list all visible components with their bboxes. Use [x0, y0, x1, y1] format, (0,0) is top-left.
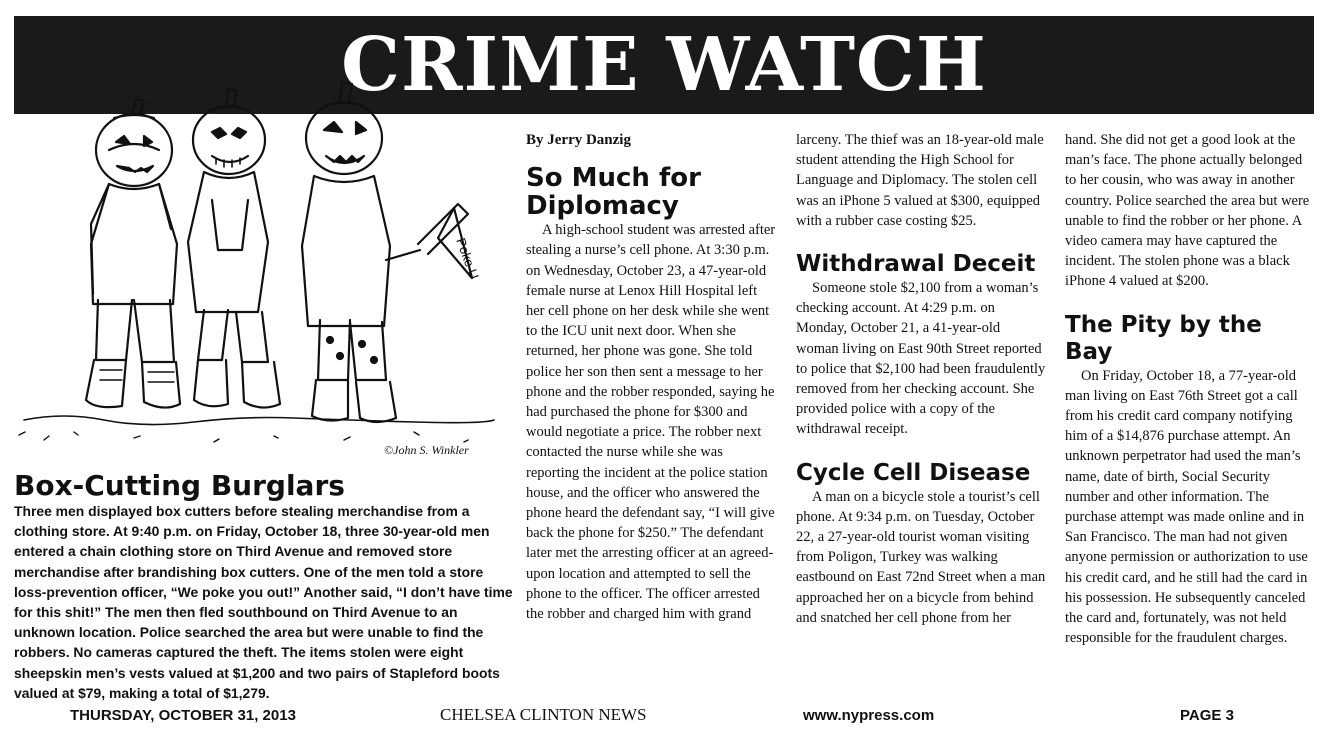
lead-body: Three men displayed box cutters before stealing merchandise from a clothing store. At 9:40 p.m. on Friday, October 18, three 30-year-old men entered a chain clothing store on Third Avenue and removed store merchandise after brandishing box cutters. One of the men told a store loss-prevention officer, “We poke you out!” Another said, “I don’t have time for this shit!” The men then fled southbound on Third Avenue to an unknown location. Police searched the area but were unable to find the robbers. No cameras captured the theft. The items stolen were eight sheepskin men’s vests valued at $1,200 and two pairs of Stapleford boots valued at $79, making a total of $1,279. — [14, 503, 513, 701]
body-withdrawal: Someone stole $2,100 from a woman’s checking account. At 4:29 p.m. on Monday, October 21, a 41-year-old woman living on East 90th Street reported to police that $2,100 had been fraudulently removed from her checking account. She provided police with a copy of the withdrawal receipt. — [796, 280, 1046, 438]
flag-text: Poke U — [453, 235, 482, 282]
headline-cycle: Cycle Cell Disease — [796, 459, 1031, 486]
lead-headline: Box-Cutting Burglars — [14, 469, 345, 502]
headline-withdrawal: Withdrawal Deceit — [796, 251, 1036, 278]
footer-date: THURSDAY, OCTOBER 31, 2013 — [70, 707, 296, 724]
artist-signature: ©John S. Winkler — [384, 443, 469, 457]
column-2 — [796, 130, 1046, 628]
body-pity: On Friday, October 18, a 77-year-old man living on East 76th Street got a call from his credit card company notifying him of a $14,876 purchase attempt. An unknown perpetrator had used the man’s name, date of birth, Social Security number and other information. The purchase attempt was made online and in San Francisco. The man had not given anyone permission or authorization to use his credit card, and he still had the card in his possession. He subsequently canceled the card and, fortunately, was not held responsible for the fraudulent charges. — [1065, 367, 1308, 647]
body-cycle-part2: hand. She did not get a good look at the man’s face. The phone actually belonged to her cousin, who was away in another country. Police searched the area but were unable to find the robber or her phone. A video camera may have captured the incident. The stolen phone was a black iPhone 4 valued at $200. — [1065, 132, 1310, 290]
byline: By Jerry Danzig — [526, 132, 631, 148]
column-1 — [526, 130, 776, 624]
body-diplomacy-part2: larceny. The thief was an 18-year-old male student attending the High School for Language and Diplomacy. The stolen cell was an iPhone 5 valued at $300, equipped with a rubber case costing $25. — [796, 132, 1044, 229]
footer-url[interactable]: www.nypress.com — [803, 707, 935, 724]
headline-diplomacy: So Much for Diplomacy — [526, 163, 701, 222]
headline-pity: The Pity by the Bay — [1065, 311, 1262, 365]
column-3 — [1065, 130, 1315, 648]
body-cycle-part1: A man on a bicycle stole a tourist’s cell phone. At 9:34 p.m. on Tuesday, October 22, a 27-year-old tourist woman visiting from Poligon, Turkey was walking eastbound on East 72nd Street when a man approached her on a bicycle from behind and snatched her cell phone from her — [796, 488, 1046, 626]
masthead-title: CRIME WATCH — [341, 22, 987, 108]
footer-page: PAGE 3 — [1180, 707, 1234, 724]
body-diplomacy-part1: A high-school student was arrested after stealing a nurse’s cell phone. At 3:30 p.m. on Wednesday, October 23, a 47-year-old female nurse at Lenox Hill Hospital left her cell phone on her desk while she went to the ICU unit next door. When she returned, her phone was gone. She told police her son then sent a message to her phone and the robber responded, saying he had purchased the phone for $300 and would negotiate a price. The robber next contacted the nurse while she was reporting the incident at the police station house, and the officer who answered the phone heard the defendant say, “I will give back the phone for $250.” The defendant later met the arresting officer at an agreed-upon location and attempted to sell the phone to the officer. The officer arrested the robber and charged him with grand — [526, 222, 776, 623]
footer-paper: CHELSEA CLINTON NEWS — [440, 705, 647, 724]
scarecrow-illustration — [14, 60, 514, 470]
